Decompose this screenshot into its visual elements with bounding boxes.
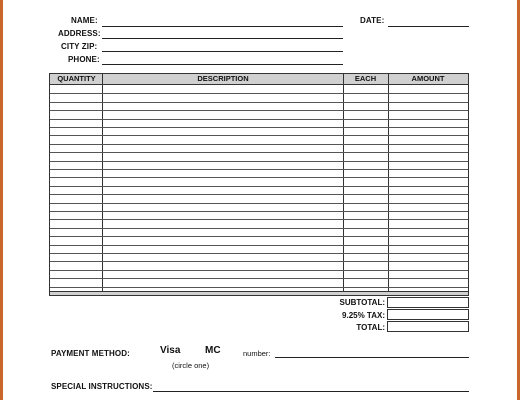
circle-one-hint: (circle one) [172, 361, 210, 370]
table-row[interactable] [50, 253, 468, 254]
phone-label: PHONE: [68, 55, 100, 64]
table-row[interactable] [50, 261, 468, 262]
table-row[interactable] [50, 245, 468, 246]
table-row[interactable] [50, 152, 468, 153]
table-row[interactable] [50, 194, 468, 195]
table-row[interactable] [50, 228, 468, 229]
name-field[interactable] [102, 26, 343, 27]
address-field[interactable] [102, 38, 343, 39]
table-row[interactable] [50, 169, 468, 170]
table-row[interactable] [50, 127, 468, 128]
table-row[interactable] [50, 186, 468, 187]
total-label: TOTAL: [356, 323, 385, 332]
special-instructions-field[interactable] [153, 391, 469, 392]
phone-field[interactable] [102, 64, 343, 65]
table-row[interactable] [50, 119, 468, 120]
table-row[interactable] [50, 177, 468, 178]
table-row[interactable] [50, 278, 468, 279]
name-label: NAME: [71, 16, 98, 25]
table-row[interactable] [50, 287, 468, 288]
visa-option[interactable]: Visa [160, 345, 181, 356]
table-row[interactable] [50, 270, 468, 271]
table-footer-band [50, 291, 468, 295]
subtotal-field[interactable] [387, 297, 469, 308]
table-row[interactable] [50, 203, 468, 204]
mc-option[interactable]: MC [205, 345, 221, 356]
header-description: DESCRIPTION [197, 74, 249, 83]
total-field[interactable] [387, 321, 469, 332]
table-row[interactable] [50, 102, 468, 103]
header-quantity: QUANTITY [57, 74, 96, 83]
table-row[interactable] [50, 93, 468, 94]
table-row[interactable] [50, 211, 468, 212]
date-field[interactable] [388, 26, 469, 27]
city-zip-label: CITY ZIP: [61, 42, 98, 51]
table-row[interactable] [50, 236, 468, 237]
table-row[interactable] [50, 110, 468, 111]
items-table [49, 73, 469, 296]
subtotal-label: SUBTOTAL: [339, 298, 385, 307]
special-instructions-label: SPECIAL INSTRUCTIONS: [51, 382, 153, 391]
table-row[interactable] [50, 219, 468, 220]
card-number-label: number: [243, 349, 271, 358]
header-each: EACH [354, 74, 377, 83]
table-row[interactable] [50, 144, 468, 145]
table-row[interactable] [50, 135, 468, 136]
tax-label: 9.25% TAX: [342, 311, 385, 320]
invoice-form [3, 0, 517, 400]
card-number-field[interactable] [275, 357, 469, 358]
date-label: DATE: [360, 16, 385, 25]
header-amount: AMOUNT [411, 74, 445, 83]
payment-method-label: PAYMENT METHOD: [51, 349, 130, 358]
table-row[interactable] [50, 161, 468, 162]
city-zip-field[interactable] [102, 51, 343, 52]
address-label: ADDRESS: [58, 29, 101, 38]
tax-field[interactable] [387, 309, 469, 320]
